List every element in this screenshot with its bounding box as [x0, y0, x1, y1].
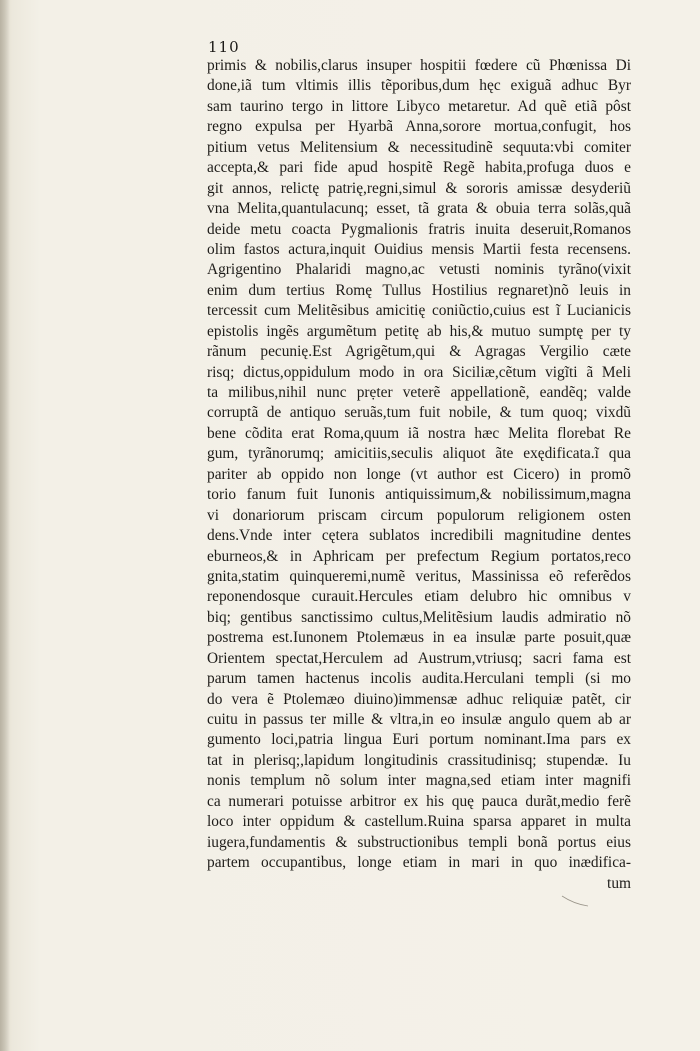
body-text	[207, 56, 631, 894]
text-line: parum tamen hactenus incolis audita.Herculani templi (si mo	[207, 670, 631, 688]
text-line: vi donariorum priscam circum populorum religionem osten	[207, 506, 631, 524]
text-line: do vera ẽ Ptolemæo diuino)immensæ adhuc reliquiæ patẽt, cir	[207, 690, 631, 708]
text-line: bene cõdita erat Roma,quum iã nostra hæc Melita florebat Re	[207, 424, 631, 442]
text-line: torio fanum fuit Iunonis antiquissimum,& nobilissimum,magna	[207, 486, 631, 504]
text-line: done,iã tum vltimis illis tẽporibus,dum hęc exiguã adhuc Byr	[207, 77, 631, 95]
text-line: regno expulsa per Hyarbã Anna,sorore mortua,confugit, hos	[207, 118, 631, 136]
text-line: pitium vetus Melitensium & necessitudinẽ sequuta:vbi comiter	[207, 138, 631, 156]
text-line: dens.Vnde inter cętera sublatos incredibili magnitudine dentes	[207, 527, 631, 545]
text-line: deide metu coacta Pygmalionis fratris inuita deseruit,Romanos	[207, 220, 631, 238]
text-line: cuitu in passus ter mille & vltra,in eo insulæ angulo quem ab ar	[207, 711, 631, 728]
text-line: Orientem spectat,Herculem ad Austrum,vtriusq; sacri fama est	[207, 649, 631, 667]
text-line: ca numerari potuisse arbitror ex his quę pauca durãt,medio ferẽ	[207, 792, 631, 810]
text-line: tat in plerisq;,lapidum longitudinis crassitudinisq; stupendæ. Iu	[207, 751, 631, 769]
text-line: epistolis ingẽs argumẽtum petitę ab his,& mutuo sumptę per ty	[207, 322, 631, 340]
text-line: gnita,statim quinqueremi,numẽ veritus, Massinissa eõ referẽdos	[207, 567, 631, 585]
text-line: reponendosque curauit.Hercules etiam delubro hic omnibus v	[207, 588, 631, 606]
text-line: loco inter oppidum & castellum.Ruina sparsa apparet in multa	[207, 813, 631, 831]
text-line: postrema est.Iunonem Ptolemæus in ea insulæ parte posuit,quæ	[207, 629, 631, 647]
text-line: vna Melita,quantulacunq; esset, tã grata & obuia terra solãs,quã	[207, 200, 631, 218]
text-line: biq; gentibus sanctissimo cultus,Melitẽsium laudis admiratio nõ	[207, 608, 631, 626]
text-line: iugera,fundamentis & substructionibus templi bonã portus eius	[207, 833, 631, 851]
text-line: risq; dictus,oppidulum modo in ora Siciliæ,cẽtum vigĩti ã Meli	[207, 363, 631, 381]
text-line: gum, tyrãnorumq; amicitiis,seculis aliquot ãte exędificata.ĩ qua	[207, 445, 631, 463]
text-line: enim dum tertius Romę Tullus Hostilius regnaret)nõ leuis in	[207, 281, 631, 299]
text-line: nonis templum nõ solum inter magna,sed etiam inter magnifi	[207, 772, 631, 790]
text-line: tum	[607, 874, 631, 892]
page-number: 110	[208, 38, 240, 56]
text-line: eburneos,& in Aphricam per prefectum Regium portatos,reco	[207, 547, 631, 565]
text-line: tercessit cum Melitẽsibus amicitię coniũctio,cuius est ĩ Lucianicis	[207, 302, 631, 320]
text-line: gumento loci,patria lingua Euri portum nominant.Ima pars ex	[207, 731, 631, 749]
text-line: accepta,& pari fide apud hospitẽ Regẽ habita,profuga duos e	[207, 159, 631, 177]
text-line: corruptã de antiquo seruãs,tum fuit nobile, & tum quoq; vixdũ	[207, 404, 631, 422]
gutter-shadow	[0, 0, 10, 1051]
text-line: git annos, relictę patrię,regni,simul & sororis amissæ desyderiũ	[207, 179, 631, 197]
text-line: rãnum pecunię.Est Agrigẽtum,qui & Agragas Vergilio cæte	[207, 343, 631, 361]
text-line: pariter ab oppido non longe (vt author est Cicero) in promõ	[207, 465, 631, 483]
text-line: olim fastos actura,inquit Ouidius mensis Martii festa recensens.	[207, 240, 631, 258]
text-line: sam taurino tergo in littore Libyco metaretur. Ad quẽ etiã pôst	[207, 97, 631, 115]
text-line: ta milibus,nihil nunc prẹter veterẽ appellationẽ, eandẽq; valde	[207, 384, 631, 401]
text-line: primis & nobilis,clarus insuper hospitii fœdere cũ Phœnissa Di	[207, 57, 631, 74]
paper-marks	[560, 890, 600, 914]
text-line: partem occupantibus, longe etiam in mari in quo inædifica-	[207, 854, 631, 872]
text-line: Agrigentino Phalaridi magno,ac vetusti nominis tyrãno(vixit	[207, 261, 631, 279]
